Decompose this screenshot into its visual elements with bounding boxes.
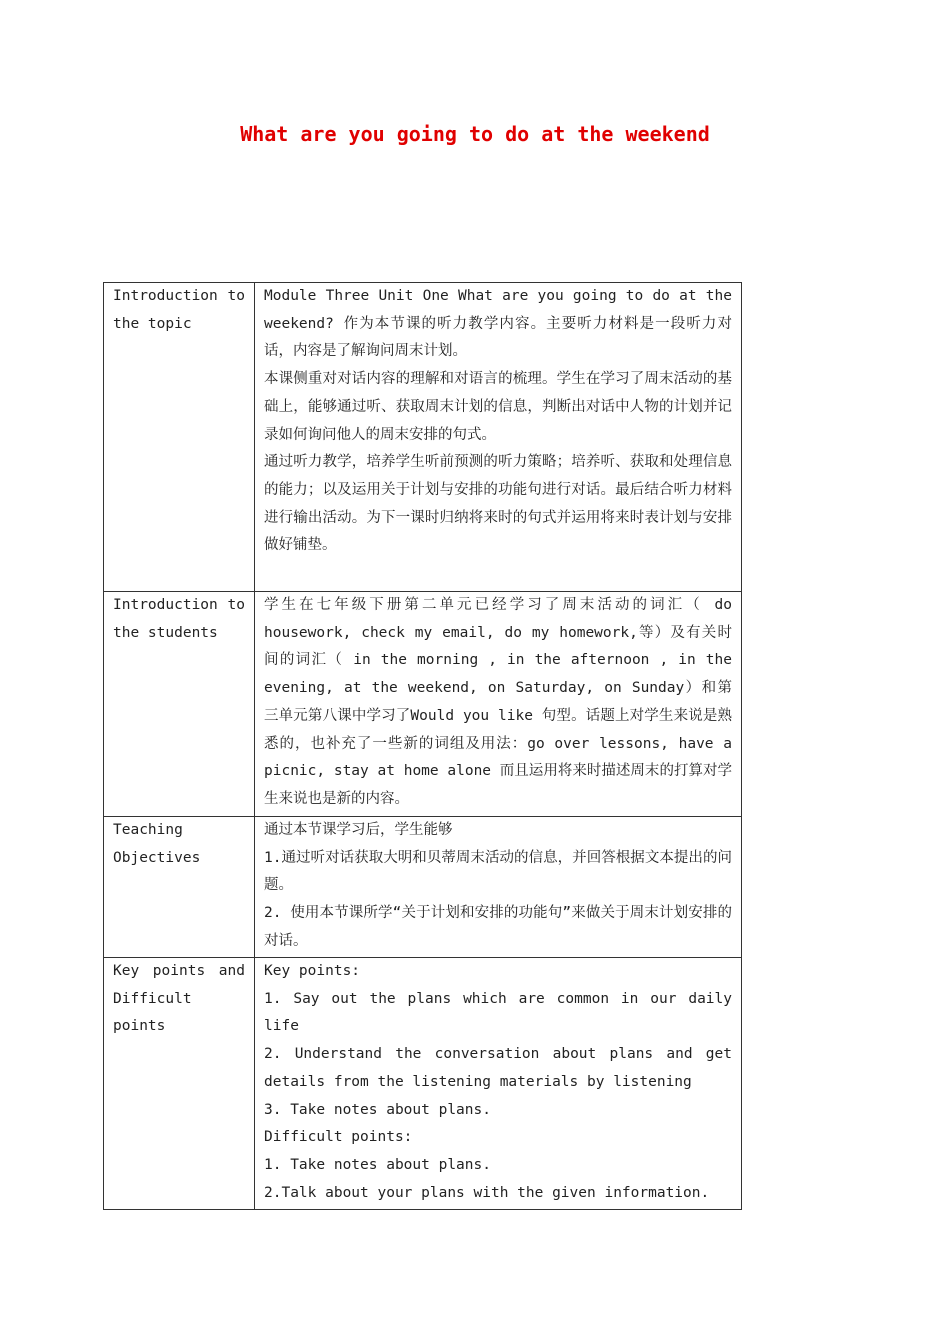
row-content-objectives [255,817,742,958]
row-content-key-points [255,958,742,1210]
students-paragraph-1: 学生在七年级下册第二单元已经学习了周末活动的词汇（ do housework, check my email, do my homework,等）及有关时间的词汇（ in the morning , in the afternoon , in the evening, at the weekend, on Saturday, on Sunday）和第三单元第八课中学习了Would you like 句型。话题上对学生来说是熟悉的，也补充了一些新的词组及用法：go over lessons, have a picnic, stay at home alone 而且运用将来时描述周末的打算对学生来说也是新的内容。 [264,597,732,807]
key-point-3: 3. Take notes about plans. [264,1101,491,1118]
table-row-key-points [104,958,742,1210]
row-label-students: Introduction to the students [104,592,255,817]
key-point-1: 1. Say out the plans which are common in our daily life [264,990,732,1035]
difficult-points-heading: Difficult points: [264,1129,413,1146]
key-point-2: 2. Understand the conversation about plans and get details from the listening materials by listening [264,1046,732,1090]
document-title: What are you going to do at the weekend [240,122,710,146]
topic-paragraph-1: Module Three Unit One What are you going to do at the weekend? 作为本节课的听力教学内容。主要听力材料是一段听力对话，内容是了解询问周末计划。 [264,288,732,360]
row-content-students [255,592,742,817]
row-label-topic: Introduction to the topic [104,283,255,592]
key-points-heading: Key points: [264,963,361,979]
difficult-point-1: 1. Take notes about plans. [264,1156,491,1173]
row-content-topic [255,283,742,592]
difficult-point-2: 2.Talk about your plans with the given information. [264,1184,710,1201]
objectives-paragraph-1: 通过本节课学习后，学生能够 [264,822,453,838]
objectives-paragraph-3: 2. 使用本节课所学“关于计划和安排的功能句”来做关于周末计划安排的对话。 [264,905,732,949]
table-row-objectives [104,817,742,958]
topic-paragraph-3: 通过听力教学，培养学生听前预测的听力策略；培养听、获取和处理信息的能力；以及运用关于计划与安排的功能句进行对话。最后结合听力材料进行输出活动。为下一课时归纳将来时的句式并运用将来时表计划与安排做好铺垫。 [264,454,732,554]
row-label-key-points: Key points and Difficult points [104,958,255,1210]
topic-paragraph-2: 本课侧重对对话内容的理解和对语言的梳理。学生在学习了周末活动的基础上，能够通过听、获取周末计划的信息，判断出对话中人物的计划并记录如何询问他人的周末安排的句式。 [264,371,732,443]
table-row-topic [104,283,742,592]
objectives-paragraph-2: 1.通过听对话获取大明和贝蒂周末活动的信息，并回答根据文本提出的问题。 [264,849,732,894]
row-label-objectives: Teaching Objectives [104,817,255,958]
lesson-plan-table [103,282,742,1210]
table-row-students [104,592,742,817]
